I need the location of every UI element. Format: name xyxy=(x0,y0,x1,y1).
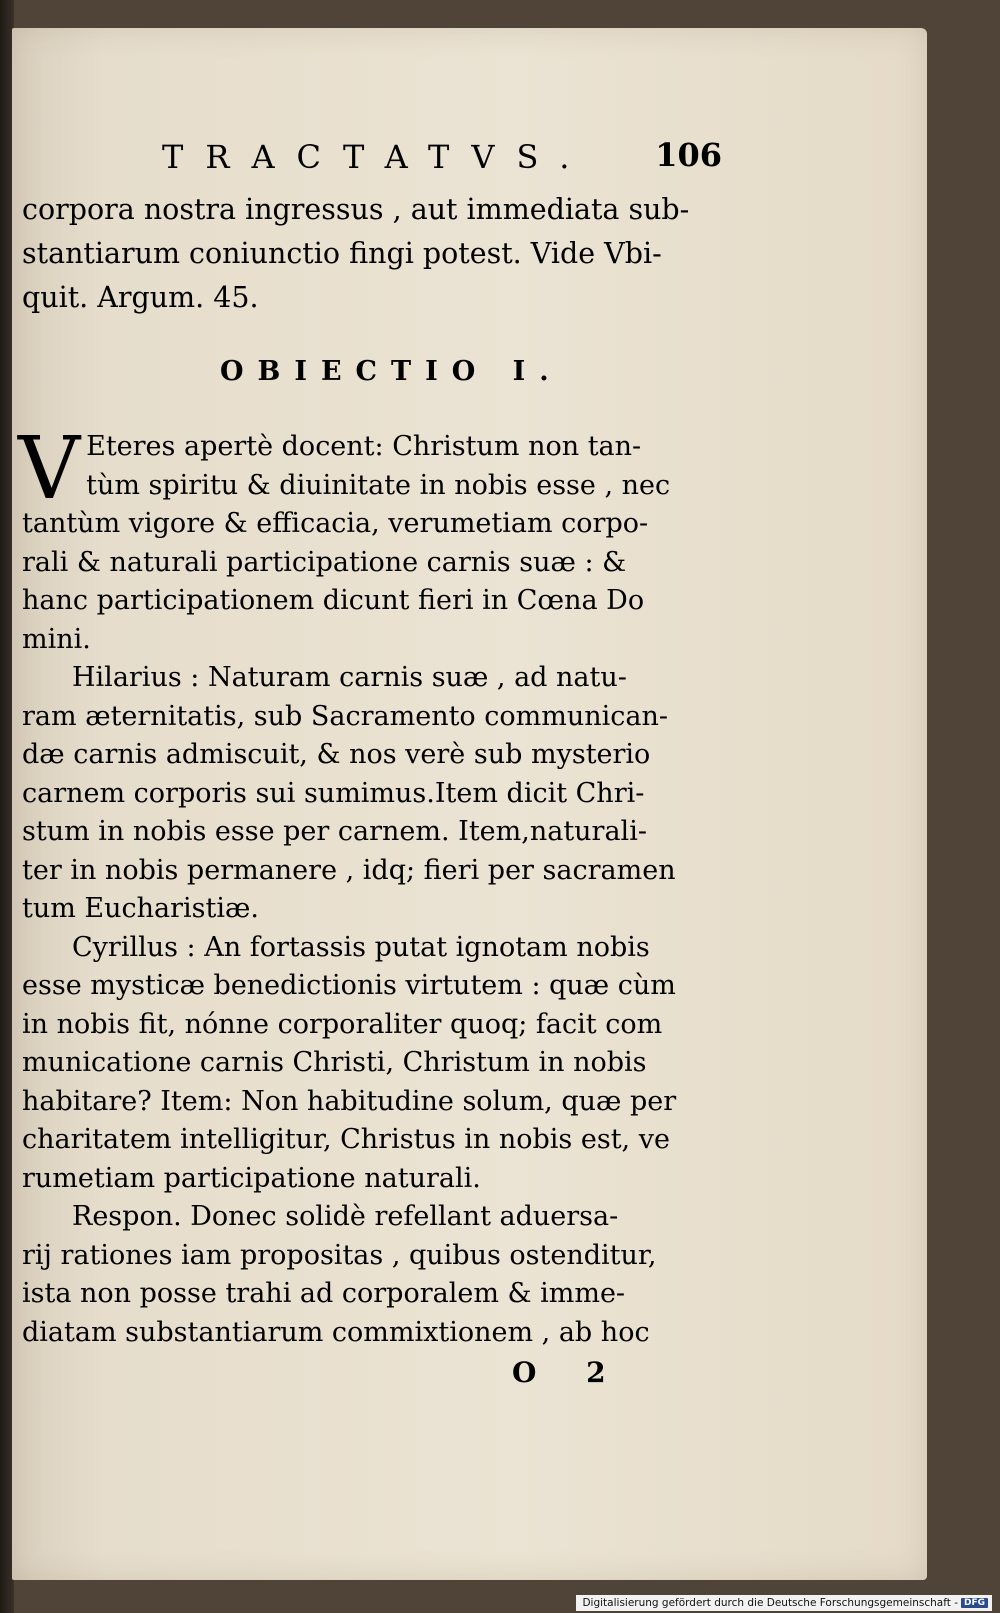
text-line: municatione carnis Christi, Christum in nobis xyxy=(22,1047,647,1078)
text-line: diatam substantiarum commixtionem , ab hoc xyxy=(22,1316,650,1348)
drop-cap: V xyxy=(18,419,81,519)
paragraph-cyrillus xyxy=(22,929,727,1199)
text-line: hanc participationem dicunt fieri in Cœna Do xyxy=(22,585,645,616)
signature-mark: O 2 xyxy=(512,1356,626,1389)
footer-text: Digitalisierung gefördert durch die Deutsche Forschungsgemeinschaft - xyxy=(582,1597,958,1609)
digitization-footer xyxy=(576,1595,992,1611)
paragraph-response xyxy=(22,1198,727,1352)
body-text xyxy=(18,419,727,1352)
text-line: rij rationes iam propositas , quibus ostenditur, xyxy=(22,1239,657,1271)
text-line: tum Eucharistiæ. xyxy=(22,893,259,924)
text-line: tùm spiritu & diuinitate in nobis esse , nec xyxy=(86,469,671,501)
text-line: charitatem intelligitur, Christus in nobis est, ve xyxy=(22,1124,670,1155)
text-line: Cyrillus : An fortassis putat ignotam nobis xyxy=(72,931,650,963)
text-line: tantùm vigore & efficacia, verumetiam corpo- xyxy=(22,508,649,539)
paragraph-hilarius xyxy=(22,659,727,929)
text-line: Eteres apertè docent: Christum non tan- xyxy=(86,431,642,462)
text-line: quit. Argum. 45. xyxy=(22,281,259,314)
text-line: rumetiam participatione naturali. xyxy=(22,1162,481,1194)
text-line: in nobis fit, nónne corporaliter quoq; facit com xyxy=(22,1008,663,1040)
opening-lines xyxy=(22,188,722,320)
dfg-logo-icon: DFG xyxy=(961,1598,988,1608)
text-line: stantiarum coniunctio fingi potest. Vide Vbi- xyxy=(22,237,662,270)
background-strip xyxy=(928,0,1000,1590)
section-heading: OBIECTIO I. xyxy=(220,356,563,387)
text-line: rali & naturali participatione carnis suæ : & xyxy=(22,546,627,578)
text-line: stum in nobis esse per carnem. Item,naturali- xyxy=(22,816,647,847)
text-line: mini. xyxy=(22,623,91,655)
text-line: ram æternitatis, sub Sacramento communican- xyxy=(22,700,668,732)
running-head-title: TRACTATVS. xyxy=(162,138,592,176)
text-line: carnem corporis sui sumimus.Item dicit Chri- xyxy=(22,777,645,809)
running-head xyxy=(162,128,722,178)
text-line: dæ carnis admiscuit, & nos verè sub mysterio xyxy=(22,739,651,770)
text-line: ista non posse trahi ad corporalem & imme- xyxy=(22,1278,626,1309)
text-line: Respon. Donec solidè refellant aduersa- xyxy=(72,1201,619,1232)
text-line: ter in nobis permanere , idq; fieri per sacramen xyxy=(22,854,676,886)
folio-number: 106 xyxy=(655,136,722,174)
text-line: esse mysticæ benedictionis virtutem : quæ cùm xyxy=(22,970,676,1001)
paragraph-objection xyxy=(18,419,727,659)
text-line: habitare? Item: Non habitudine solum, quæ per xyxy=(22,1085,677,1117)
text-line: Hilarius : Naturam carnis suæ , ad natu- xyxy=(72,662,627,693)
text-line: corpora nostra ingressus , aut immediata sub- xyxy=(22,193,690,226)
book-page xyxy=(12,28,927,1580)
